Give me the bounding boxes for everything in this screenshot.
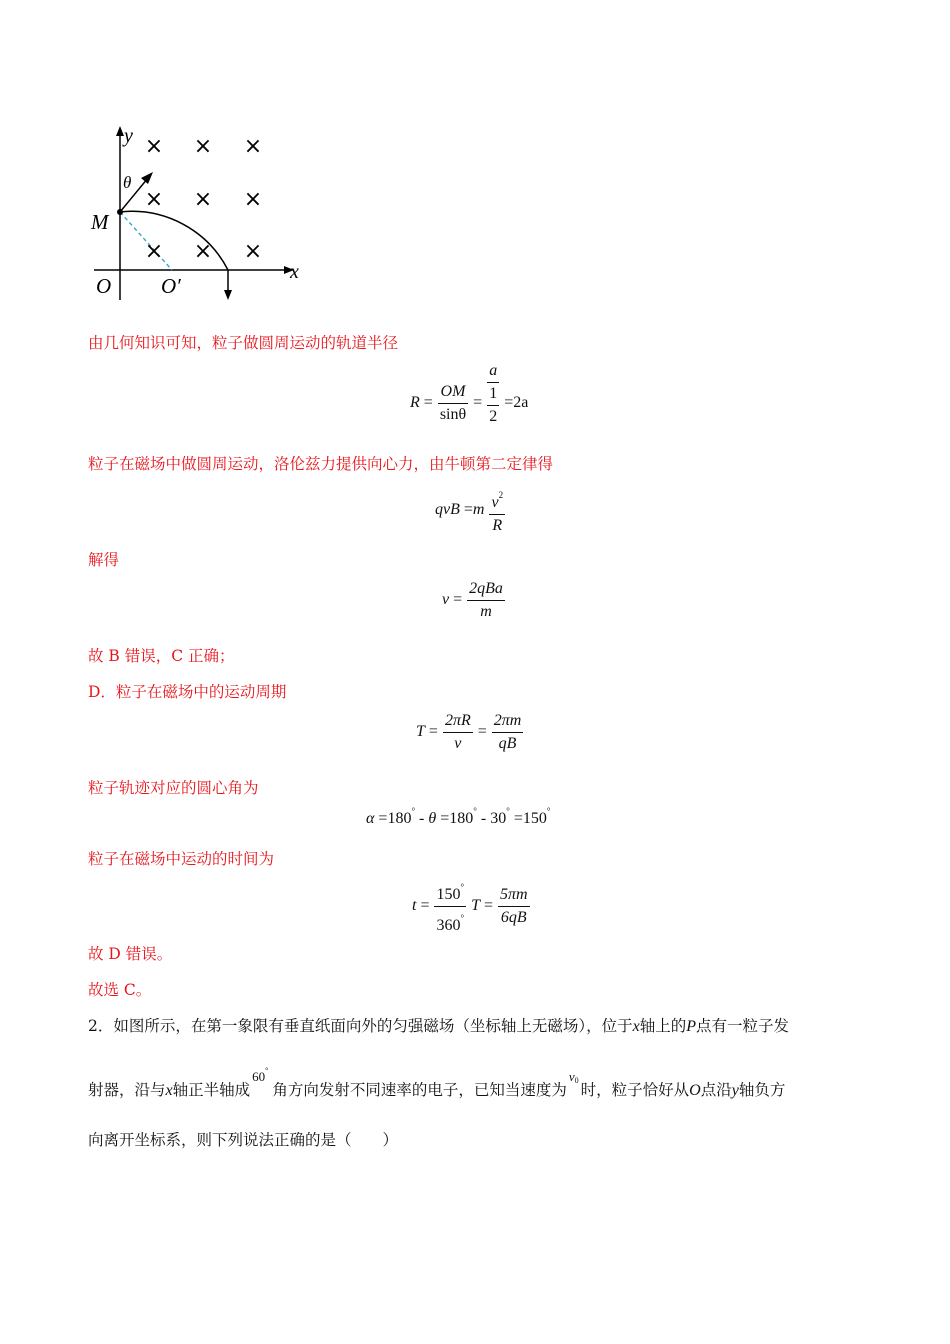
velocity-arrowhead: [141, 172, 153, 184]
eq-R-rhs: 2a: [513, 394, 529, 411]
solution-text-5: D．粒子在磁场中的运动周期: [88, 683, 287, 701]
q-line1-b: 轴上的: [639, 1017, 687, 1035]
eq-R-frac2: [487, 360, 499, 428]
eq-t-deg1: °: [460, 882, 465, 892]
solution-text-3: 解得: [88, 551, 120, 569]
eq-alpha-180b: 180: [449, 810, 474, 827]
eq-t-deg2: °: [460, 913, 465, 923]
q-line1-a: 2．如图所示，在第一象限有垂直纸面向外的匀强磁场（坐标轴上无磁场），位于: [88, 1017, 633, 1035]
eq-force-m: m: [472, 501, 485, 519]
eq-alpha-180: 180: [387, 810, 412, 827]
solution-text-1: 由几何知识可知，粒子做圆周运动的轨道半径: [88, 334, 399, 352]
q-line2-f: 轴负方: [738, 1081, 786, 1099]
eq-T-lhs: T: [416, 723, 425, 741]
q-line2-v0: [569, 1069, 579, 1084]
field-mark: ×: [144, 134, 164, 159]
question-line-1: [88, 1014, 789, 1036]
solution-text-4: 故 B 错误，C 正确；: [88, 647, 235, 665]
eq-alpha-theta: θ: [428, 810, 437, 827]
eq-alpha-30: 30: [490, 810, 507, 827]
eq-R-den2-den: 2: [489, 408, 498, 425]
eq-t-lhs: t: [412, 897, 417, 915]
eq-alpha-deg3: °: [506, 806, 510, 816]
field-mark: ×: [144, 239, 164, 264]
solution-text-8: 故 D 错误。: [88, 945, 173, 963]
label-O: O: [96, 274, 112, 298]
field-mark: ×: [243, 239, 263, 264]
q-line2-x: x: [165, 1082, 173, 1099]
eq-alpha-eq: =: [378, 810, 388, 827]
eq-force-frac: [489, 484, 505, 537]
equation-velocity: v = $\frac{\text{2qBa}}{m}$: [442, 578, 506, 623]
equation-time: t = $\frac{150^\circ}{360^\circ}$ T = $\frac{5\pi m}{6qB}$: [412, 876, 531, 937]
field-mark: ×: [193, 134, 213, 159]
field-mark: ×: [144, 187, 164, 212]
label-M: M: [91, 210, 109, 234]
q-line2-angle-deg: °: [265, 1066, 269, 1075]
point-M: [117, 209, 123, 215]
eq-R-num2: a: [487, 360, 499, 383]
eq-force-lhs: qvB: [435, 501, 460, 519]
eq-alpha-eq3: =: [513, 810, 523, 827]
q-line2-a: 射器，沿与: [88, 1081, 166, 1099]
q-line2-c: 角方向发射不同速率的电子，已知当速度为: [272, 1081, 567, 1099]
q-line2-e: 点沿: [700, 1081, 732, 1099]
eq-force-sq: 2: [498, 490, 504, 500]
field-mark: ×: [193, 239, 213, 264]
eq-alpha-minus1: -: [419, 810, 425, 827]
equation-radius: R = $\frac{OM}{\sin\theta}$ = a 1 2 =2a: [410, 360, 528, 428]
eq-alpha: α: [366, 810, 375, 827]
y-axis-arrow: [116, 126, 124, 136]
q-line1-P: P: [686, 1018, 697, 1035]
question-line-3: 向离开坐标系，则下列说法正确的是（ ）: [88, 1131, 399, 1149]
eq-R-frac1: [438, 381, 468, 426]
solution-text-7: 粒子在磁场中运动的时间为: [88, 850, 275, 868]
eq-t-T: T: [471, 897, 480, 915]
label-x: x: [290, 261, 299, 283]
eq-v-den: m: [480, 603, 492, 620]
eq-alpha-eq2: =: [440, 810, 450, 827]
eq-v-lhs: v: [442, 591, 450, 609]
q-line2-d: 时，粒子恰好从: [580, 1081, 690, 1099]
question-line-2: [88, 1066, 786, 1100]
label-O-prime: O′: [161, 274, 181, 298]
eq-T-den1: v: [454, 735, 462, 752]
eq-T-frac2: [492, 710, 524, 755]
q-line2-y: y: [731, 1082, 739, 1099]
q-line2-O: O: [689, 1082, 701, 1099]
q-line2-angle: [252, 1066, 269, 1084]
equation-period: T = $\frac{2\pi R}{v}$ = $\frac{2\pi m}{qB}$: [416, 710, 524, 755]
eq-alpha-150: 150: [522, 810, 547, 827]
field-mark: ×: [193, 187, 213, 212]
eq-alpha-deg1: °: [411, 806, 416, 816]
q-line1-c: 点有一粒子发: [696, 1017, 790, 1035]
eq-t-frac1: [434, 876, 466, 937]
eq-alpha-minus2: -: [480, 810, 487, 827]
q-line2-v-sub: 0: [574, 1076, 579, 1085]
eq-t-num1-wrap: [434, 876, 466, 907]
solution-text-9: 故选 C。: [88, 981, 152, 999]
eq-force-num: [489, 484, 505, 515]
diagram-svg: [88, 122, 310, 306]
eq-t-den1: 360: [436, 917, 461, 934]
eq-R-den1: sinθ: [439, 405, 467, 423]
trajectory-diagram: [88, 122, 310, 306]
label-theta: θ: [123, 173, 132, 192]
q-line2-b: 轴正半轴成: [172, 1081, 251, 1099]
eq-T-num1: 2πR: [443, 710, 473, 733]
eq-T-num2: 2πm: [492, 710, 524, 733]
eq-T-den2: qB: [498, 735, 517, 752]
eq-force-v: v: [491, 494, 499, 511]
eq-t-num2: 5πm: [498, 884, 530, 907]
eq-v-num: 2qBa: [467, 578, 505, 601]
solution-text-6: 粒子轨迹对应的圆心角为: [88, 779, 259, 797]
eq-v-frac: [467, 578, 505, 623]
solution-text-2: 粒子在磁场中做圆周运动，洛伦兹力提供向心力，由牛顿第二定律得: [88, 455, 554, 473]
eq-t-frac2: [498, 884, 530, 929]
eq-force-den: R: [492, 517, 503, 534]
eq-R-den2-num: 1: [487, 383, 499, 406]
q-line2-v: v: [568, 1069, 575, 1084]
eq-t-num1: 150: [436, 886, 461, 903]
field-mark: ×: [243, 187, 263, 212]
equation-force: qvB =m $\frac{v^2}{R}$: [435, 484, 506, 537]
field-mark: ×: [243, 134, 263, 159]
q-line1-x: x: [632, 1018, 640, 1035]
eq-t-den2: 6qB: [500, 909, 527, 926]
q-line2-angle-value: 60: [252, 1069, 266, 1084]
eq-alpha-deg2: °: [473, 806, 477, 816]
equation-angle: [366, 806, 550, 828]
eq-alpha-deg4: °: [546, 806, 551, 816]
exit-arrow: [224, 290, 232, 300]
eq-R-lhs: R: [410, 394, 420, 411]
label-y: y: [124, 125, 133, 147]
eq-T-frac1: [443, 710, 473, 755]
eq-t-den1-wrap: [434, 907, 466, 937]
eq-R-num1: OM: [438, 381, 468, 404]
